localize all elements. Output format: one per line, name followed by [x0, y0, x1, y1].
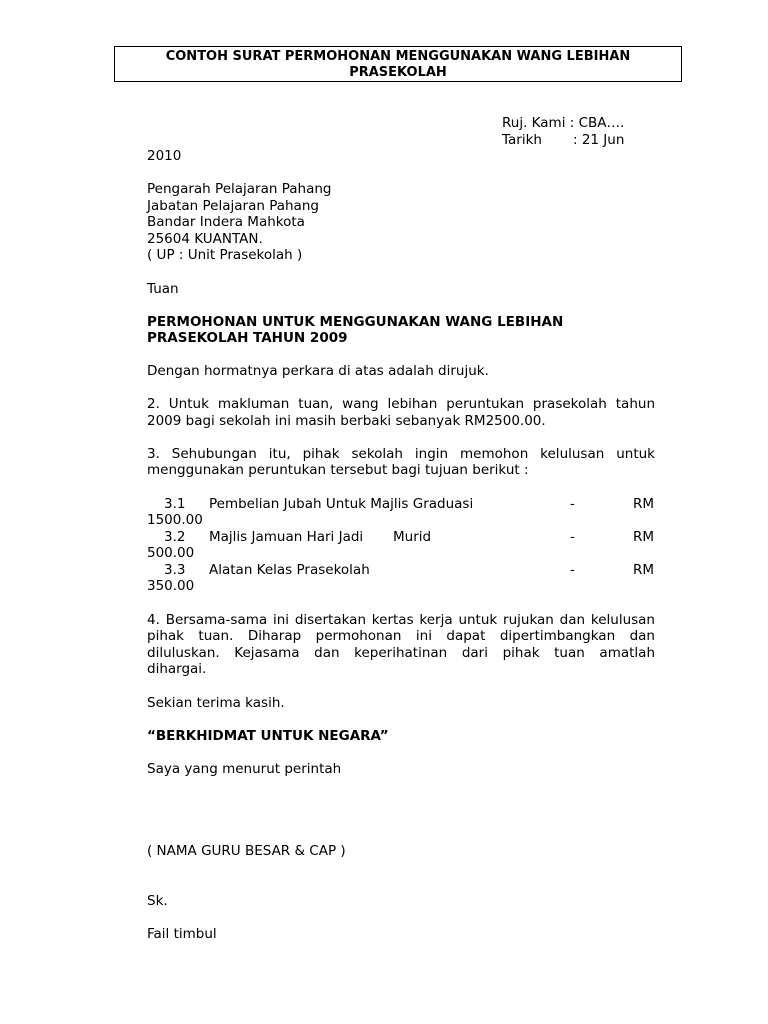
item-currency: RM: [633, 529, 655, 545]
paragraph-4-line-3: diluluskan. Kejasama dan keperihatinan dari pihak tuan amatlah: [147, 645, 655, 661]
item-currency: RM: [633, 562, 655, 578]
recipient-line: Bandar Indera Mahkota: [147, 214, 305, 230]
item-dash: -: [570, 496, 575, 512]
date-year: 2010: [147, 148, 182, 164]
paragraph-2-line-1: 2. Untuk makluman tuan, wang lebihan peruntukan prasekolah tahun: [147, 396, 655, 412]
recipient-line: Pengarah Pelajaran Pahang: [147, 181, 332, 197]
date-label: Tarikh: [502, 132, 542, 148]
signoff: Saya yang menurut perintah: [147, 761, 342, 777]
paragraph-1: Dengan hormatnya perkara di atas adalah dirujuk.: [147, 363, 489, 379]
item-amount: 500.00: [147, 545, 195, 561]
item-description-cont: Murid: [393, 529, 432, 545]
recipient-line: 25604 KUANTAN.: [147, 231, 263, 247]
item-dash: -: [570, 562, 575, 578]
signature-placeholder: ( NAMA GURU BESAR & CAP ): [147, 843, 346, 859]
item-currency: RM: [633, 496, 655, 512]
sk-label: Sk.: [147, 893, 168, 909]
item-description: Alatan Kelas Prasekolah: [209, 562, 370, 578]
title-line-2: PRASEKOLAH: [349, 65, 447, 80]
reference-number: Ruj. Kami : CBA….: [502, 115, 625, 131]
item-description: Majlis Jamuan Hari Jadi: [209, 529, 364, 545]
motto: “BERKHIDMAT UNTUK NEGARA”: [147, 728, 389, 744]
subject-line-2: PRASEKOLAH TAHUN 2009: [147, 330, 348, 346]
subject-line-1: PERMOHONAN UNTUK MENGGUNAKAN WANG LEBIHAN: [147, 314, 564, 330]
item-number: 3.3: [164, 562, 186, 578]
item-number: 3.1: [164, 496, 186, 512]
paragraph-4-line-1: 4. Bersama-sama ini disertakan kertas kerja untuk rujukan dan kelulusan: [147, 612, 655, 628]
item-amount: 350.00: [147, 578, 195, 594]
closing: Sekian terima kasih.: [147, 695, 285, 711]
item-description: Pembelian Jubah Untuk Majlis Graduasi: [209, 496, 474, 512]
recipient-line: ( UP : Unit Prasekolah ): [147, 247, 303, 263]
paragraph-2-line-2: 2009 bagi sekolah ini masih berbaki sebanyak RM2500.00.: [147, 413, 546, 429]
item-amount: 1500.00: [147, 512, 203, 528]
fail-timbul: Fail timbul: [147, 926, 217, 942]
item-dash: -: [570, 529, 575, 545]
title-line-1: CONTOH SURAT PERMOHONAN MENGGUNAKAN WANG LEBIHAN: [165, 49, 631, 64]
recipient-line: Jabatan Pelajaran Pahang: [147, 198, 319, 214]
date-value: : 21 Jun: [573, 132, 625, 148]
title-box: [114, 46, 682, 82]
paragraph-4-line-2: pihak tuan. Diharap permohonan ini dapat dipertimbangkan dan: [147, 628, 655, 644]
paragraph-3-line-1: 3. Sehubungan itu, pihak sekolah ingin memohon kelulusan untuk: [147, 446, 655, 462]
paragraph-3-line-2: menggunakan peruntukan tersebut bagi tujuan berikut :: [147, 462, 529, 478]
item-number: 3.2: [164, 529, 186, 545]
paragraph-4-line-4: dihargai.: [147, 661, 207, 677]
salutation: Tuan: [147, 281, 179, 297]
